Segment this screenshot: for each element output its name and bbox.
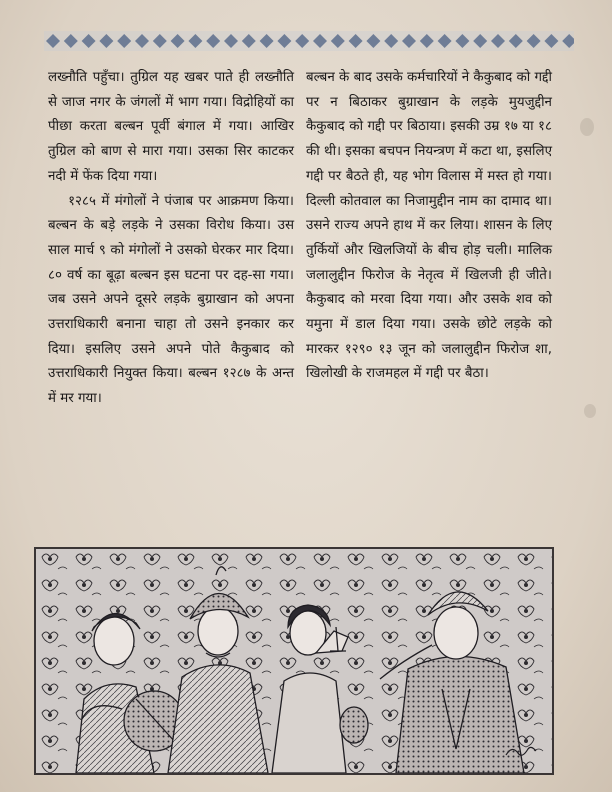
right-text-column [306,66,552,387]
illustration-court-scene [34,547,554,775]
ornamental-border [44,31,574,51]
paragraph: लख्नौति पहुँचा। तुग्रिल यह खबर पाते ही लख्नौति से जाज नगर के जंगलों में भाग गया। विद्रोहियों का पीछा करता बल्बन पूर्वी बंगाल में गया। आखिर तुग्रिल को बाण से मारा गया। उसका सिर काटकर नदी में फेंक दिया गया। [48,70,294,184]
paper-stain [580,118,594,136]
paragraph: बल्बन के बाद उसके कर्मचारियों ने कैकुबाद को गद्दी पर न बिठाकर बुग्राखान के लड़के मुयजुद्दीन कैकुबाद को गद्दी पर बिठाया। इसकी उम्र १७ या १८ की थी। इसका बचपन नियन्त्रण में कटा था, इसलिए गद्दी पर बैठते ही, यह भोग विलास में मस्त हो गया। दिल्ली कोतवाल का निजामुद्दीन नाम का दामाद था। उसने राज्य अपने हाथ में कर लिया। शासन के लिए तुर्कियों और खिलजियों के बीच होड़ चली। मालिक जलालुद्दीन फिरोज के नेतृत्व में खिलजी ही जीते। कैकुबाद को मरवा दिया गया। और उसके शव को यमुना में डाल दिया गया। उसके छोटे लड़के को मारकर १२९० १३ जून को जलालुद्दीन फिरोज शा, खिलोखी के राजमहल में गद्दी पर बैठा। [306,70,552,382]
left-text-column [48,66,294,412]
paragraph: १२८५ में मंगोलों ने पंजाब पर आक्रमण किया। बल्बन के बड़े लड़के ने उसका विरोध किया। उस साल मार्च ९ को मंगोलों ने उसको घेरकर मार दिया। ८० वर्ष का बूढ़ा बल्बन इस घटना पर दह-सा गया। जब उसने अपने दूसरे लड़के बुग्राखान को अपना उत्तराधिकारी बनाना चाहा तो उसने इनकार कर दिया। इसलिए उसने अपने पोते कैकुबाद को उत्तराधिकारी नियुक्त किया। बल्बन १२८७ के अन्त में मर गया। [48,193,294,407]
paper-stain [584,404,596,418]
court-scene-drawing [36,549,552,773]
